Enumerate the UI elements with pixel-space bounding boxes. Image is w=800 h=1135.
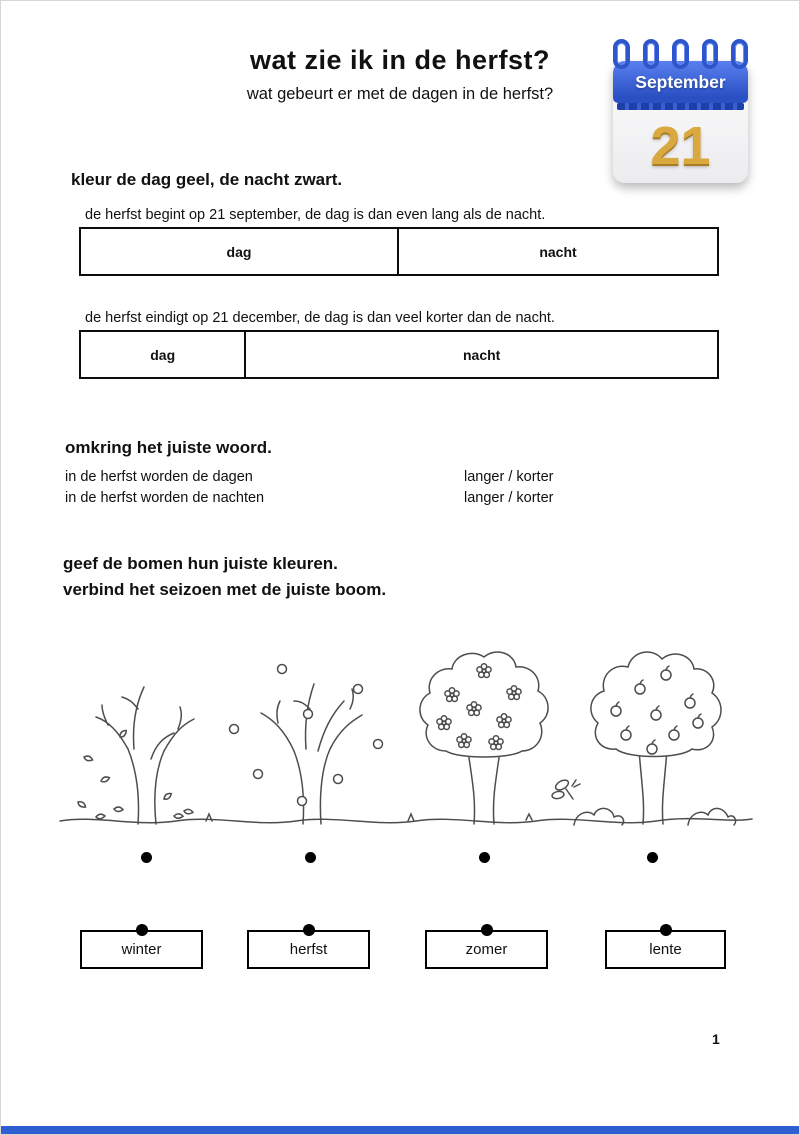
statement-days: in de herfst worden de dagen [65,469,253,485]
night-cell[interactable]: nacht [539,243,577,260]
season-label-zomer[interactable] [425,930,548,969]
choices-nights[interactable]: langer / korter [464,490,554,506]
calendar-day: 21 [650,116,711,176]
page-number: 1 [712,1031,720,1047]
footer-blue-bar [1,1126,799,1134]
bare-autumn-tree-falling-leaves[interactable] [77,687,194,824]
season-label-winter[interactable] [80,930,203,969]
season-label-text: herfst [289,941,328,958]
section-trees-heading-color: geef de bomen hun juiste kleuren. [63,554,338,573]
calendar-month: September [613,61,748,103]
day-cell[interactable]: dag [81,332,246,377]
label-connector-dot[interactable] [136,924,148,936]
blossom-spring-tree[interactable] [420,652,548,824]
ring-icon [613,39,630,69]
day-night-bar-september [79,227,719,276]
calendar-rings [613,39,748,65]
day-night-bar-december [79,330,719,379]
butterfly-icon [551,778,580,799]
tree-connector-dot[interactable] [479,852,490,863]
label-connector-dot[interactable] [481,924,493,936]
tree-connector-dot[interactable] [141,852,152,863]
season-label-herfst[interactable] [247,930,370,969]
section-color-heading: kleur de dag geel, de nacht zwart. [71,170,343,189]
calendar-strip [617,103,744,110]
label-connector-dot[interactable] [660,924,672,936]
september-instruction: de herfst begint op 21 september, de dag is dan even lang als de nacht. [85,207,546,223]
section-trees-heading-connect: verbind het seizoen met de juiste boom. [63,580,387,599]
four-seasons-trees-illustration [56,609,756,854]
night-cell[interactable]: nacht [463,346,501,363]
september-21-calendar-icon [613,39,748,189]
season-label-text: zomer [465,941,508,958]
season-label-text: winter [121,941,162,958]
bare-winter-tree-snowflakes[interactable] [230,665,383,825]
tree-connector-dot[interactable] [305,852,316,863]
season-label-lente[interactable] [605,930,726,969]
ground-line [60,814,752,823]
season-label-text: lente [649,941,682,958]
choices-days[interactable]: langer / korter [464,469,554,485]
ring-icon [702,39,719,69]
section-circle-heading: omkring het juiste woord. [65,438,272,457]
page-title: wat zie ik in de herfst? [249,45,551,75]
ring-icon [672,39,689,69]
ring-icon [643,39,660,69]
apple-summer-tree[interactable] [574,652,736,825]
calendar-card [613,61,748,183]
december-instruction: de herfst eindigt op 21 december, de dag is dan veel korter dan de nacht. [85,310,555,326]
statement-nights: in de herfst worden de nachten [65,490,265,506]
label-connector-dot[interactable] [303,924,315,936]
tree-connector-dot[interactable] [647,852,658,863]
day-cell[interactable]: dag [81,229,399,274]
page-subtitle: wat gebeurt er met de dagen in de herfst? [246,85,554,103]
ring-icon [731,39,748,69]
